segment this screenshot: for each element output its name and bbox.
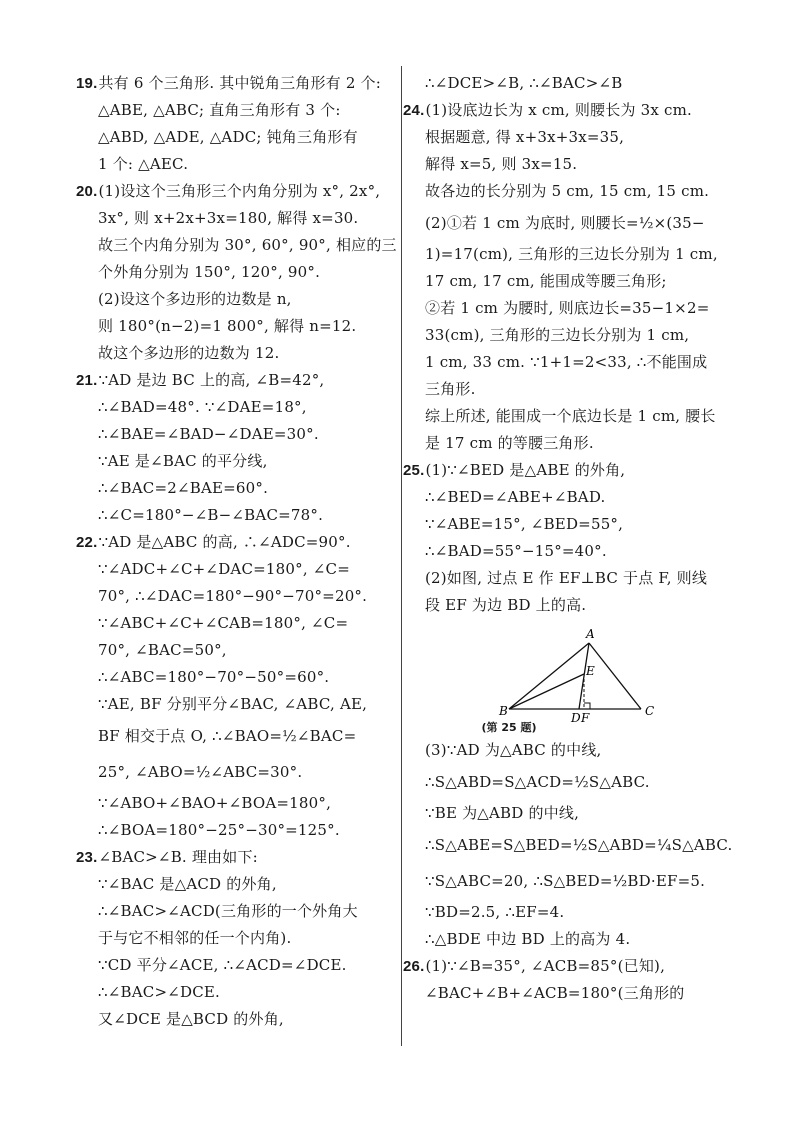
- text-line: [411, 430, 729, 457]
- text-line: [84, 952, 396, 979]
- question-number: 26.: [403, 958, 425, 975]
- line-text: ∵BE 为△ABD 的中线,: [425, 804, 580, 822]
- line-text: 于与它不相邻的任一个内角).: [98, 929, 292, 947]
- line-text: (2)设这个多边形的边数是 n,: [98, 290, 292, 308]
- label-F: F: [581, 711, 590, 725]
- label-D: D: [571, 711, 581, 725]
- line-text: ∵BD=2.5, ∴EF=4.: [425, 903, 565, 921]
- text-line: [411, 737, 729, 764]
- line-text: ∴∠BAC=2∠BAE=60°.: [98, 479, 269, 497]
- text-line: [76, 178, 396, 205]
- question-number: 25.: [403, 462, 425, 479]
- line-text: ∴∠BAC>∠DCE.: [98, 983, 221, 1001]
- line-text: 段 EF 为边 BD 上的高.: [425, 596, 587, 614]
- line-text: ∴∠BAD=48°. ∵∠DAE=18°,: [98, 398, 307, 416]
- text-line: [84, 871, 396, 898]
- text-line: [76, 367, 396, 394]
- line-text: ∵∠ABC+∠C+∠CAB=180°, ∠C=: [98, 614, 349, 632]
- line-text: ∵AE 是∠BAC 的平分线,: [98, 452, 268, 470]
- text-line: [84, 313, 396, 340]
- text-line: [84, 475, 396, 502]
- text-line: [84, 754, 396, 790]
- line-text: 33(cm), 三角形的三边长分别为 1 cm,: [425, 326, 690, 344]
- label-A: A: [586, 627, 595, 641]
- text-line: [411, 484, 729, 511]
- text-line: [411, 899, 729, 926]
- line-text: 17 cm, 17 cm, 能围成等腰三角形;: [425, 272, 667, 290]
- line-text: ∵∠ABO+∠BAO+∠BOA=180°,: [98, 794, 332, 812]
- text-line: [76, 529, 396, 556]
- line-text: ∴∠BAC>∠ACD(三角形的一个外角大: [98, 902, 358, 920]
- label-C: C: [645, 704, 655, 718]
- text-line: [411, 205, 729, 241]
- line-text: ∵AD 是△ABC 的高, ∴∠ADC=90°.: [98, 533, 351, 551]
- line-text: ∴∠DCE>∠B, ∴∠BAC>∠B: [425, 74, 623, 92]
- line-text: 1 cm, 33 cm. ∵1+1=2<33, ∴不能围成: [425, 353, 708, 371]
- line-text: 个外角分别为 150°, 120°, 90°.: [98, 263, 321, 281]
- text-line: [411, 800, 729, 827]
- label-B: B: [499, 704, 508, 718]
- figure-caption: (第 25 题): [481, 721, 537, 734]
- text-line: [411, 70, 729, 97]
- line-text: ∠BAC>∠B. 理由如下:: [98, 848, 258, 866]
- text-line: [84, 1006, 396, 1033]
- text-line: [411, 980, 729, 1007]
- text-line: [76, 844, 396, 871]
- line-text: ∵AE, BF 分别平分∠BAC, ∠ABC, AE,: [98, 695, 368, 713]
- column-divider: [401, 66, 402, 1046]
- text-line: [411, 863, 729, 899]
- line-text: 故这个多边形的边数为 12.: [98, 344, 280, 362]
- line-text: 故各边的长分别为 5 cm, 15 cm, 15 cm.: [425, 182, 710, 200]
- line-text: ∵S△ABC=20, ∴S△BED=½BD·EF=5.: [425, 872, 706, 890]
- text-line: [84, 664, 396, 691]
- line-text: ∴∠BAE=∠BAD−∠DAE=30°.: [98, 425, 319, 443]
- line-text: ∴∠ABC=180°−70°−50°=60°.: [98, 668, 330, 686]
- text-line: [84, 124, 396, 151]
- text-line: [411, 592, 729, 619]
- left-lines: [76, 70, 397, 1033]
- text-line: [411, 268, 729, 295]
- text-line: [411, 565, 729, 592]
- text-line: [411, 295, 729, 322]
- line-text: ∵∠ADC+∠C+∠DAC=180°, ∠C=: [98, 560, 350, 578]
- text-line: [84, 817, 396, 844]
- line-text: △ABE, △ABC; 直角三角形有 3 个:: [98, 101, 341, 119]
- figure-25: [411, 619, 729, 737]
- question-number: 19.: [76, 75, 98, 92]
- line-text: 则 180°(n−2)=1 800°, 解得 n=12.: [98, 317, 357, 335]
- left-column: [76, 70, 397, 1033]
- text-line: [84, 151, 396, 178]
- line-text: ∵AD 是边 BC 上的高, ∠B=42°,: [98, 371, 325, 389]
- line-text: 3x°, 则 x+2x+3x=180, 解得 x=30.: [98, 209, 359, 227]
- text-line: [403, 97, 729, 124]
- line-text: ∠BAC+∠B+∠ACB=180°(三角形的: [425, 984, 685, 1002]
- line-text: 综上所述, 能围成一个底边长是 1 cm, 腰长: [425, 407, 716, 425]
- text-line: [84, 205, 396, 232]
- line-text: (1)设这个三角形三个内角分别为 x°, 2x°,: [98, 182, 381, 200]
- text-line: [84, 556, 396, 583]
- line-text: ∴S△ABD=S△ACD=½S△ABC.: [425, 773, 650, 791]
- text-line: [84, 394, 396, 421]
- line-text: (2)①若 1 cm 为底时, 则腰长=½×(35−: [425, 214, 705, 232]
- line-text: ∴∠BED=∠ABE+∠BAD.: [425, 488, 606, 506]
- line-text: 1 个: △AEC.: [98, 155, 189, 173]
- line-text: 解得 x=5, 则 3x=15.: [425, 155, 578, 173]
- line-text: (2)如图, 过点 E 作 EF⊥BC 于点 F, 则线: [425, 569, 708, 587]
- text-line: [84, 286, 396, 313]
- text-line: [411, 349, 729, 376]
- text-line: [84, 502, 396, 529]
- line-text: ∴∠BAD=55°−15°=40°.: [425, 542, 607, 560]
- line-text: ∴∠C=180°−∠B−∠BAC=78°.: [98, 506, 324, 524]
- right-lines-a: [403, 70, 729, 619]
- text-line: [84, 637, 396, 664]
- question-number: 22.: [76, 534, 98, 551]
- text-line: [411, 827, 733, 863]
- text-line: [84, 448, 396, 475]
- line-text: ∴△BDE 中边 BD 上的高为 4.: [425, 930, 631, 948]
- text-line: [411, 151, 729, 178]
- text-line: [84, 583, 396, 610]
- line-text: 三角形.: [425, 380, 476, 398]
- text-line: [403, 953, 729, 980]
- text-line: [411, 376, 729, 403]
- question-number: 21.: [76, 372, 98, 389]
- text-line: [84, 340, 396, 367]
- line-text: 又∠DCE 是△BCD 的外角,: [98, 1010, 284, 1028]
- line-text: (1)∵∠B=35°, ∠ACB=85°(已知),: [425, 957, 666, 975]
- text-line: [84, 691, 396, 718]
- text-line: [84, 610, 396, 637]
- line-text: 25°, ∠ABO=½∠ABC=30°.: [98, 763, 303, 781]
- line-text: ∵∠ABE=15°, ∠BED=55°,: [425, 515, 624, 533]
- text-line: [411, 538, 729, 565]
- text-line: [84, 898, 396, 925]
- line-text: (1)∵∠BED 是△ABE 的外角,: [425, 461, 626, 479]
- line-text: 故三个内角分别为 30°, 60°, 90°, 相应的三: [98, 236, 397, 254]
- text-line: [84, 790, 396, 817]
- text-line: [411, 926, 729, 953]
- line-text: ∵∠BAC 是△ACD 的外角,: [98, 875, 277, 893]
- text-line: [411, 322, 729, 349]
- line-text: 是 17 cm 的等腰三角形.: [425, 434, 594, 452]
- line-text: BF 相交于点 O, ∴∠BAO=½∠BAC=: [98, 727, 357, 745]
- text-line: [403, 457, 729, 484]
- text-line: [84, 421, 396, 448]
- text-line: [76, 70, 396, 97]
- line-text: ②若 1 cm 为腰时, 则底边长=35−1×2=: [425, 299, 710, 317]
- text-line: [84, 232, 396, 259]
- text-line: [411, 511, 729, 538]
- text-line: [84, 97, 396, 124]
- question-number: 24.: [403, 102, 425, 119]
- text-line: [411, 241, 729, 268]
- line-text: ∵CD 平分∠ACE, ∴∠ACD=∠DCE.: [98, 956, 347, 974]
- text-line: [84, 925, 396, 952]
- text-line: [411, 403, 729, 430]
- line-text: 70°, ∠BAC=50°,: [98, 641, 227, 659]
- right-column: [403, 70, 733, 1007]
- line-text: 根据题意, 得 x+3x+3x=35,: [425, 128, 625, 146]
- text-line: [84, 979, 396, 1006]
- text-line: [411, 178, 729, 205]
- text-line: [411, 124, 729, 151]
- line-text: (3)∵AD 为△ABC 的中线,: [425, 741, 602, 759]
- line-text: 1)=17(cm), 三角形的三边长分别为 1 cm,: [425, 245, 718, 263]
- line-text: △ABD, △ADE, △ADC; 钝角三角形有: [98, 128, 358, 146]
- line-text: ∴∠BOA=180°−25°−30°=125°.: [98, 821, 340, 839]
- label-E: E: [586, 664, 595, 678]
- line-text: 共有 6 个三角形. 其中锐角三角形有 2 个:: [98, 74, 382, 92]
- line-text: ∴S△ABE=S△BED=½S△ABD=¼S△ABC.: [425, 836, 733, 854]
- line-text: (1)设底边长为 x cm, 则腰长为 3x cm.: [425, 101, 692, 119]
- question-number: 23.: [76, 849, 98, 866]
- right-lines-b: [403, 737, 733, 1007]
- text-line: [84, 259, 396, 286]
- line-text: 70°, ∴∠DAC=180°−90°−70°=20°.: [98, 587, 368, 605]
- text-line: [411, 764, 729, 800]
- question-number: 20.: [76, 183, 98, 200]
- text-line: [84, 718, 396, 754]
